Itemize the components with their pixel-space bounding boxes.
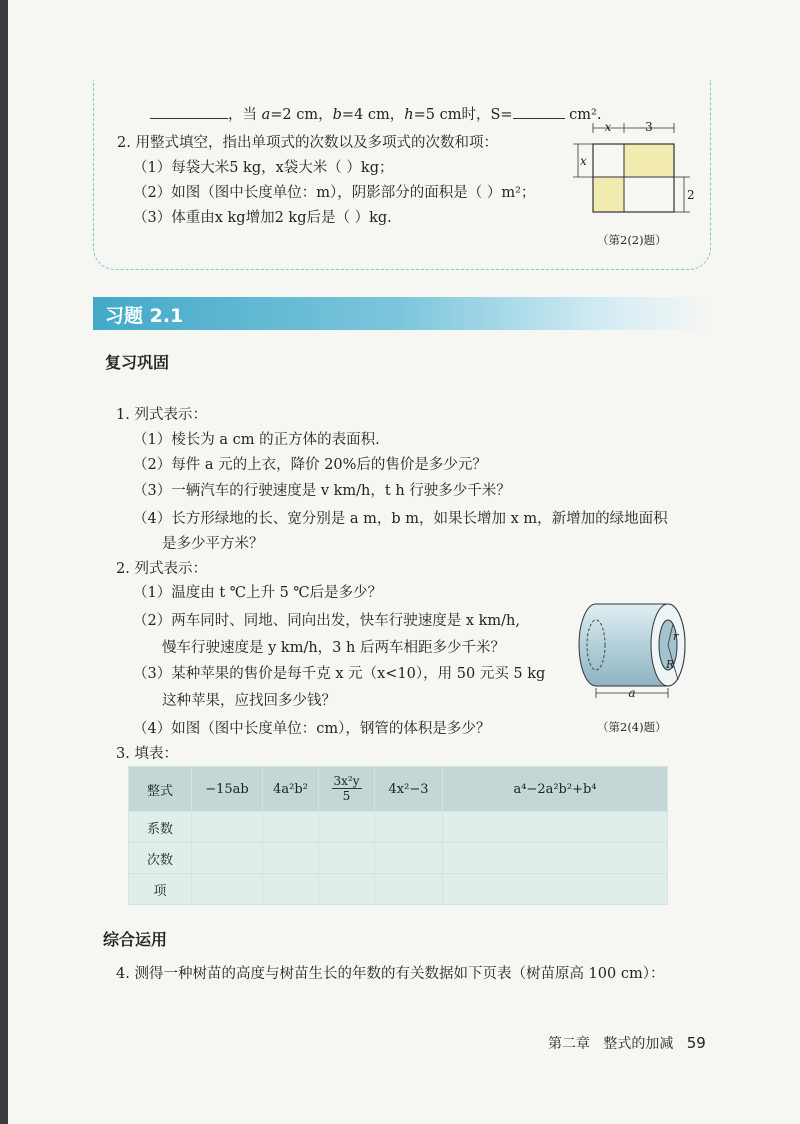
q2-item: （2）两车同时、同地、同向出发，快车行驶速度是 x km/h,	[133, 613, 520, 629]
shaded-cell	[624, 144, 674, 177]
table-header-cell: 整式	[129, 767, 192, 812]
answer-cell[interactable]	[443, 843, 668, 874]
q2-item: （1）温度由 t ℃上升 5 ℃后是多少？	[133, 585, 383, 601]
row-label: 项	[129, 874, 192, 905]
box-q2-3: （3）体重由x kg增加2 kg后是（ ）kg.	[133, 210, 392, 226]
rectangle-figure	[570, 118, 700, 223]
table-row	[129, 812, 668, 843]
answer-cell[interactable]	[263, 843, 319, 874]
label-x-left: x	[580, 154, 587, 168]
footer-title: 整式的加减	[603, 1036, 674, 1052]
q3-stem: 3. 填表：	[116, 746, 178, 762]
fraction-denominator: 5	[342, 789, 351, 803]
box-q2-2: （2）如图（图中长度单位：m），阴影部分的面积是（ ）m²；	[133, 185, 536, 201]
fill-in-table	[128, 766, 668, 905]
label-2-right: 2	[687, 188, 695, 202]
page-number: 59	[686, 1034, 706, 1052]
label-x-top: x	[604, 120, 612, 134]
q4-text: 4. 测得一种树苗的高度与树苗生长的年数的有关数据如下页表（树苗原高 100 cm）：	[116, 966, 665, 982]
table-header-cell-fraction	[319, 767, 375, 812]
q2-item: （3）某种苹果的售价是每千克 x 元（x<10），用 50 元买 5 kg	[133, 666, 546, 682]
answer-cell[interactable]	[375, 843, 443, 874]
q1-stem: 1. 列式表示：	[116, 407, 207, 423]
q2-stem: 2. 列式表示：	[116, 561, 207, 577]
answer-cell[interactable]	[192, 843, 263, 874]
box-line0: ，当 a=2 cm，b=4 cm，h=5 cm时，S= cm².	[150, 103, 601, 124]
q1-item: （2）每件 a 元的上衣，降价 20%后的售价是多少元？	[133, 457, 487, 473]
answer-cell[interactable]	[319, 843, 375, 874]
page-footer	[548, 1033, 706, 1053]
table-header-cell: 4x²−3	[375, 767, 443, 812]
answer-blank	[513, 104, 565, 119]
table-row	[129, 843, 668, 874]
steel-pipe-figure	[572, 600, 702, 706]
banner-title: 习题 2.1	[105, 305, 184, 327]
answer-cell[interactable]	[375, 812, 443, 843]
exercise-banner	[93, 297, 710, 330]
table-header-cell: a⁴−2a²b²+b⁴	[443, 767, 668, 812]
section-heading-application: 综合运用	[103, 930, 168, 949]
row-label: 次数	[129, 843, 192, 874]
fig-caption-2-2: （第2(2)题）	[597, 233, 667, 247]
q2-item: （4）如图（图中长度单位：cm），钢管的体积是多少？	[133, 721, 491, 737]
fig-caption-2-4: （第2(4)题）	[597, 720, 667, 734]
table-header-cell: 4a²b²	[263, 767, 319, 812]
fraction-numerator: 3x²y	[333, 774, 360, 788]
label-r: r	[673, 630, 679, 643]
answer-cell[interactable]	[192, 874, 263, 905]
table-header-row	[129, 767, 668, 812]
answer-cell[interactable]	[319, 874, 375, 905]
section-heading-review: 复习巩固	[105, 353, 170, 372]
answer-cell[interactable]	[319, 812, 375, 843]
q1-item: （1）棱长为 a cm 的正方体的表面积.	[133, 432, 380, 448]
answer-cell[interactable]	[263, 812, 319, 843]
box-q2-1: （1）每袋大米5 kg，x袋大米（ ）kg；	[133, 160, 394, 176]
answer-blank	[150, 104, 228, 119]
q1-item: （3）一辆汽车的行驶速度是 v km/h，t h 行驶多少千米？	[133, 483, 511, 499]
label-3-top: 3	[645, 120, 653, 134]
table-header-cell: −15ab	[192, 767, 263, 812]
label-R: R	[666, 658, 675, 671]
shaded-cell	[593, 177, 624, 212]
label-a: a	[628, 686, 636, 700]
q2-item-cont: 慢车行驶速度是 y km/h，3 h 后两车相距多少千米？	[162, 640, 505, 656]
answer-cell[interactable]	[443, 874, 668, 905]
answer-cell[interactable]	[375, 874, 443, 905]
table-row	[129, 874, 668, 905]
footer-chapter: 第二章	[548, 1036, 590, 1052]
answer-cell[interactable]	[263, 874, 319, 905]
box-q2-stem: 2. 用整式填空，指出单项式的次数以及多项式的次数和项：	[117, 135, 498, 151]
scan-edge	[0, 0, 8, 1124]
q2-item-cont: 这种苹果，应找回多少钱？	[162, 693, 336, 709]
row-label: 系数	[129, 812, 192, 843]
answer-cell[interactable]	[443, 812, 668, 843]
q1-item-cont: 是多少平方米？	[162, 536, 264, 552]
answer-cell[interactable]	[192, 812, 263, 843]
q1-item: （4）长方形绿地的长、宽分别是 a m，b m，如果长增加 x m，新增加的绿地面积	[133, 511, 668, 527]
